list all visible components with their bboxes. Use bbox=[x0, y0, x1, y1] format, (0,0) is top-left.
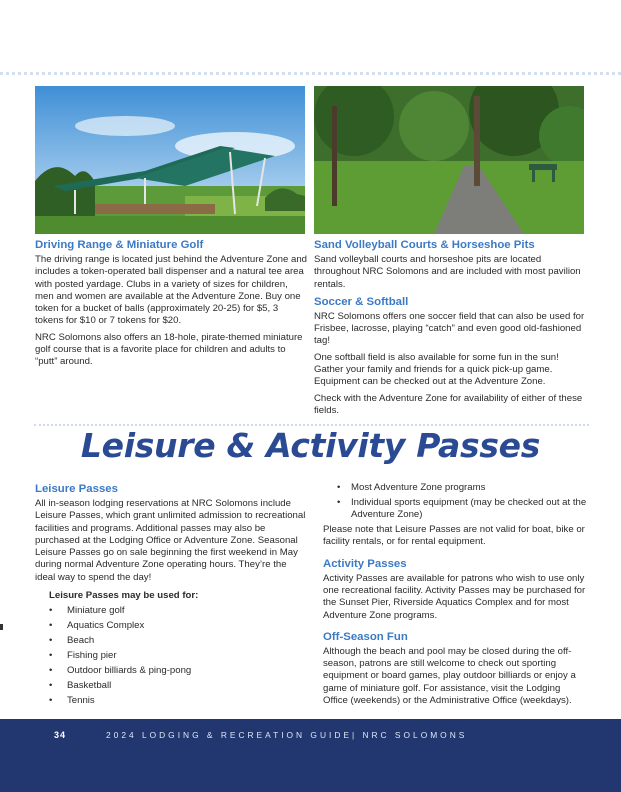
page-number: 34 bbox=[54, 730, 67, 740]
list-item: • Tennis bbox=[35, 695, 307, 707]
top-dotted-divider bbox=[0, 72, 621, 75]
crop-mark bbox=[0, 624, 3, 630]
mini-golf-paragraph: NRC Solomons also offers an 18-hole, pirate-themed miniature golf course that is a favorite place for children and adults to “putt” around. bbox=[35, 331, 303, 368]
volleyball-soccer-section bbox=[314, 238, 588, 421]
list-item: • Miniature golf bbox=[35, 605, 307, 617]
soccer-softball-heading: Soccer & Softball bbox=[314, 295, 409, 308]
leisure-passes-section bbox=[35, 482, 307, 710]
passes-right-column bbox=[323, 482, 587, 711]
driving-range-heading: Driving Range & Miniature Golf bbox=[35, 239, 204, 251]
volleyball-path-photo bbox=[314, 86, 584, 234]
guide-title: 2024 LODGING & RECREATION GUIDE| NRC SOLOMONS bbox=[106, 730, 468, 740]
list-item: • Beach bbox=[35, 635, 307, 647]
section-title: Leisure & Activity Passes bbox=[80, 426, 541, 465]
sand-volleyball-heading: Sand Volleyball Courts & Horseshoe Pits bbox=[314, 239, 535, 251]
leisure-note: Please note that Leisure Passes are not valid for boat, bike or facility rentals, or for rental equipment. bbox=[323, 524, 585, 548]
softball-paragraph: One softball field is also available for some fun in the sun! Gather your family and friends for a quick pick-up game. Equipment can be checked out at the Adventure Zone. bbox=[314, 351, 559, 388]
leisure-passes-heading: Leisure Passes bbox=[35, 483, 118, 495]
list-item: • Fishing pier bbox=[35, 650, 307, 662]
leisure-uses-label: Leisure Passes may be used for: bbox=[49, 590, 199, 602]
off-season-paragraph: Although the beach and pool may be closed during the off-season, patrons are still welcome to check out sporting equipment or board games, play outdoor billiards or enjoy a game of miniature golf. For assistance, visit the Lodging Office (weekends) or the Administrative Office (weekdays). bbox=[323, 645, 576, 707]
activity-passes-paragraph: Activity Passes are available for patrons who wish to use only one recreational facility. Activity Passes may be purchased for the Sunset Pier, Riverside Aquatics Complex and for most Adventure Zone programs. bbox=[323, 572, 586, 621]
leisure-passes-paragraph: All in-season lodging reservations at NRC Solomons include Leisure Passes, which grant unlimited admission to recreational facilities and programs. Additional passes may also be purchased at the Lodging Office or Adventure Zone. Seasonal Leisure Passes go on sale beginning the first weekend in May during normal Adventure Zone operating hours. They’re the ideal way to spend the day! bbox=[35, 498, 306, 583]
driving-range-section bbox=[35, 238, 307, 373]
page-footer bbox=[0, 719, 621, 792]
list-item: • Outdoor billiards & ping-pong bbox=[35, 665, 307, 677]
list-item: • Most Adventure Zone programs bbox=[323, 482, 587, 494]
off-season-heading: Off-Season Fun bbox=[323, 630, 408, 643]
list-item: • Aquatics Complex bbox=[35, 620, 307, 632]
list-item: • Individual sports equipment (may be checked out at the Adventure Zone) bbox=[323, 497, 587, 522]
driving-range-paragraph: The driving range is located just behind the Adventure Zone and includes a token-operated ball dispenser and a natural tee area with posted yardage. Clubs in a variety of sizes for children, men and women are available at the Adventure Zone. Buy one token for a bucket of balls (approximately 20-25) for $5, 3 tokens for $10 or 7 tokens for $20. bbox=[35, 254, 308, 327]
sand-volleyball-paragraph: Sand volleyball courts and horseshoe pits are located throughout NRC Solomons and are included with most pavilion rentals. bbox=[314, 254, 581, 290]
availability-paragraph: Check with the Adventure Zone for availability of either of these fields. bbox=[314, 392, 583, 416]
activity-passes-heading: Activity Passes bbox=[323, 557, 407, 570]
driving-range-photo bbox=[35, 86, 305, 234]
leisure-uses-list bbox=[35, 605, 307, 707]
list-item: • Basketball bbox=[35, 680, 307, 692]
soccer-paragraph: NRC Solomons offers one soccer field that can also be used for Frisbee, lacrosse, playing “catch” and even good old-fashioned tag! bbox=[314, 310, 585, 347]
leisure-uses-list-continued bbox=[323, 482, 587, 521]
